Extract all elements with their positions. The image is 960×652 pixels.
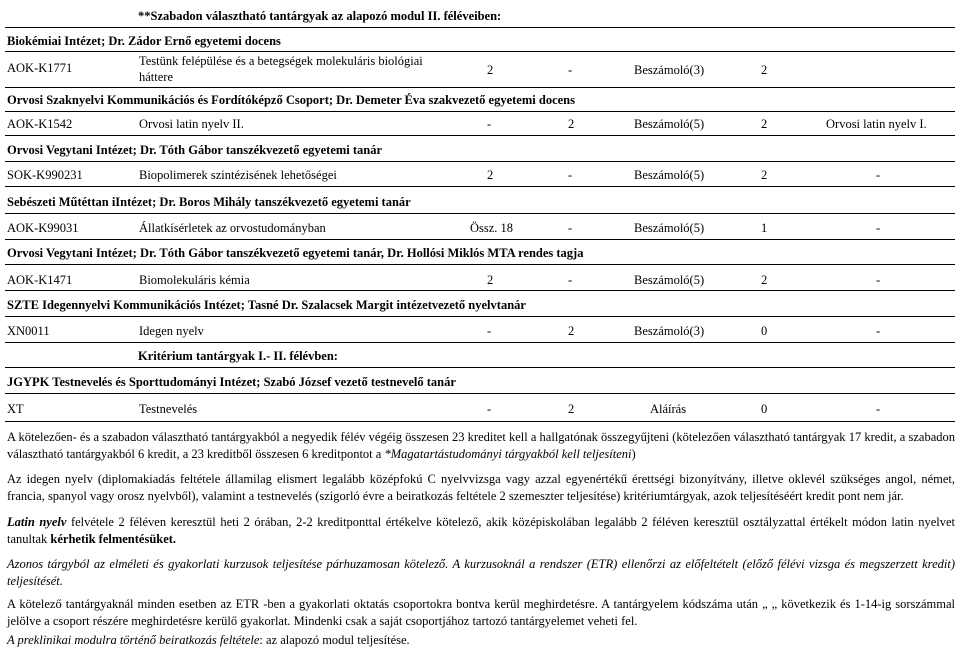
lecture-hours: 2 bbox=[487, 63, 494, 77]
course-name: Orvosi latin nyelv II. bbox=[139, 117, 244, 131]
credits: 1 bbox=[761, 221, 768, 235]
practice-hours: - bbox=[568, 63, 573, 77]
lecture-hours: - bbox=[487, 324, 492, 338]
course-code: AOK-K1542 bbox=[7, 117, 73, 131]
practice-hours: - bbox=[568, 221, 573, 235]
lecture-hours: Össz. 18 bbox=[470, 221, 514, 235]
divider bbox=[5, 239, 955, 240]
course-code: AOK-K99031 bbox=[7, 221, 79, 235]
note-text-bold: kérhetik felmentésüket. bbox=[50, 532, 177, 546]
divider bbox=[5, 393, 955, 394]
credits: 0 bbox=[761, 324, 768, 338]
divider bbox=[5, 161, 955, 162]
prerequisite: - bbox=[876, 168, 881, 182]
lecture-hours: - bbox=[487, 117, 492, 131]
note-latin bbox=[7, 514, 955, 548]
course-code: XN0011 bbox=[7, 324, 50, 338]
credits: 2 bbox=[761, 63, 768, 77]
exam-type: Beszámoló(5) bbox=[634, 117, 705, 131]
practice-hours: 2 bbox=[568, 402, 575, 416]
note-text-italic: A preklinikai modulra történő beiratkozás feltétele bbox=[7, 633, 260, 647]
divider bbox=[5, 342, 955, 343]
practice-hours: 2 bbox=[568, 117, 575, 131]
course-name: Állatkísérletek az orvostudományban bbox=[139, 221, 326, 235]
note-language: Az idegen nyelv (diplomakiadás feltétele államilag elismert legalább középfokú C nyelvvizsga vagy azzal egyenértékű érettségi bizonyítvány, illetve oklevél szükséges angol, német, francia, spanyol vagy orosz nyelvből), valamint a testnevelés (szigorló évre a beiratkozás feltétele 2 szemeszter teljesítése) kritériumtárgyak, azok teljesítéséért kredit pont nem jár. bbox=[7, 472, 955, 503]
course-code: XT bbox=[7, 402, 24, 416]
divider bbox=[5, 421, 955, 422]
course-code: SOK-K990231 bbox=[7, 168, 83, 182]
course-code: AOK-K1471 bbox=[7, 273, 73, 287]
course-name: Biopolimerek szintézisének lehetőségei bbox=[139, 168, 337, 182]
lecture-hours: 2 bbox=[487, 168, 494, 182]
course-code: AOK-K1771 bbox=[7, 61, 73, 75]
exam-type: Beszámoló(3) bbox=[634, 324, 705, 338]
exam-type: Beszámoló(5) bbox=[634, 168, 705, 182]
course-name: Testünk felépülése és a betegségek molekuláris biológiai bbox=[139, 54, 423, 68]
prerequisite: - bbox=[876, 221, 881, 235]
divider bbox=[5, 316, 955, 317]
note-text-bold-italic: Latin nyelv bbox=[7, 515, 67, 529]
note-groups: A kötelező tantárgyaknál minden esetben az ETR -ben a gyakorlati oktatás csoportokra bontva kerül meghirdetésre. A tantárgyelem kódszáma után „ „ következik és 1-14-ig sorszámmal jelölve a csoport részére meghirdetésre kerülő gyakorlat. Mindenki csak a saját csoportjához tartozó tantárgyelemet veheti fel. bbox=[7, 597, 955, 628]
practice-hours: - bbox=[568, 273, 573, 287]
divider bbox=[5, 213, 955, 214]
divider bbox=[5, 135, 955, 136]
divider bbox=[5, 27, 955, 28]
course-name: Biomolekuláris kémia bbox=[139, 273, 250, 287]
course-name: Testnevelés bbox=[139, 402, 198, 416]
dept-heading: Orvosi Vegytani Intézet; Dr. Tóth Gábor tanszékvezető egyetemi tanár, Dr. Hollósi Miklós MTA rendes tagja bbox=[7, 246, 584, 260]
note-text-italic: *Magatartástudományi tárgyakból kell teljesíteni bbox=[384, 447, 632, 461]
divider bbox=[5, 186, 955, 187]
lecture-hours: - bbox=[487, 402, 492, 416]
credits: 2 bbox=[761, 117, 768, 131]
exam-type: Beszámoló(3) bbox=[634, 63, 705, 77]
divider bbox=[5, 367, 955, 368]
divider bbox=[5, 111, 955, 112]
note-text: A kötelezően- és a szabadon választható tantárgyakból a negyedik félév végéig összesen 23 kreditet kell a hallgatónak összegyűjteni (kötelezően választható tantárgyak 17 kredit, a szabadon választható tantárgyakból 6 kredit, a 23 kreditből összesen 6 kreditpontot a bbox=[7, 430, 955, 461]
note-text: ) bbox=[631, 447, 636, 461]
credits: 2 bbox=[761, 168, 768, 182]
prerequisite: - bbox=[876, 273, 881, 287]
note-parallel: Azonos tárgyból az elméleti és gyakorlati kurzusok teljesítése párhuzamosan kötelező. A kurzusoknál a rendszer (ETR) ellenőrzi az előfeltételt (előző félévi vizsga és megszerzett kredit) teljesítését. bbox=[7, 557, 955, 588]
dept-heading: Orvosi Szaknyelvi Kommunikációs és Fordítóképző Csoport; Dr. Demeter Éva szakvezető egyetemi docens bbox=[7, 93, 575, 107]
divider bbox=[5, 51, 955, 52]
divider bbox=[5, 87, 955, 88]
course-name: Idegen nyelv bbox=[139, 324, 204, 338]
practice-hours: - bbox=[568, 168, 573, 182]
note-text: felvétele 2 féléven keresztül heti 2 órában, 2-2 kreditponttal értékelve kötelező, akik középiskolában legalább 2 féléven keresztül osztályzattal értékelt módon latin nyelvet tanultak bbox=[7, 515, 955, 546]
dept-heading: SZTE Idegennyelvi Kommunikációs Intézet; Tasné Dr. Szalacsek Margit intézetvezető nyelvtanár bbox=[7, 298, 526, 312]
note-text: : az alapozó modul teljesítése. bbox=[259, 633, 410, 647]
divider bbox=[5, 290, 955, 291]
divider bbox=[5, 264, 955, 265]
dept-heading: Orvosi Vegytani Intézet; Dr. Tóth Gábor tanszékvezető egyetemi tanár bbox=[7, 143, 383, 157]
dept-heading: Sebészeti Műtéttan iIntézet; Dr. Boros Mihály tanszékvezető egyetemi tanár bbox=[7, 195, 411, 209]
note-credits bbox=[7, 429, 955, 463]
free-elective-header: **Szabadon választható tantárgyak az alapozó modul II. féléveiben: bbox=[138, 9, 502, 23]
credits: 0 bbox=[761, 402, 768, 416]
dept-heading: Biokémiai Intézet; Dr. Zádor Ernő egyetemi docens bbox=[7, 34, 281, 48]
prerequisite: - bbox=[876, 402, 881, 416]
exam-type: Aláírás bbox=[650, 402, 687, 416]
exam-type: Beszámoló(5) bbox=[634, 273, 705, 287]
exam-type: Beszámoló(5) bbox=[634, 221, 705, 235]
practice-hours: 2 bbox=[568, 324, 575, 338]
criterion-header: Kritérium tantárgyak I.- II. félévben: bbox=[138, 349, 338, 363]
lecture-hours: 2 bbox=[487, 273, 494, 287]
course-name: háttere bbox=[139, 70, 174, 84]
note-preclinical bbox=[7, 632, 955, 649]
dept-heading: JGYPK Testnevelés és Sporttudományi Intézet; Szabó József vezető testnevelő tanár bbox=[7, 375, 456, 389]
credits: 2 bbox=[761, 273, 768, 287]
prerequisite: - bbox=[876, 324, 881, 338]
prerequisite: Orvosi latin nyelv I. bbox=[826, 117, 927, 131]
